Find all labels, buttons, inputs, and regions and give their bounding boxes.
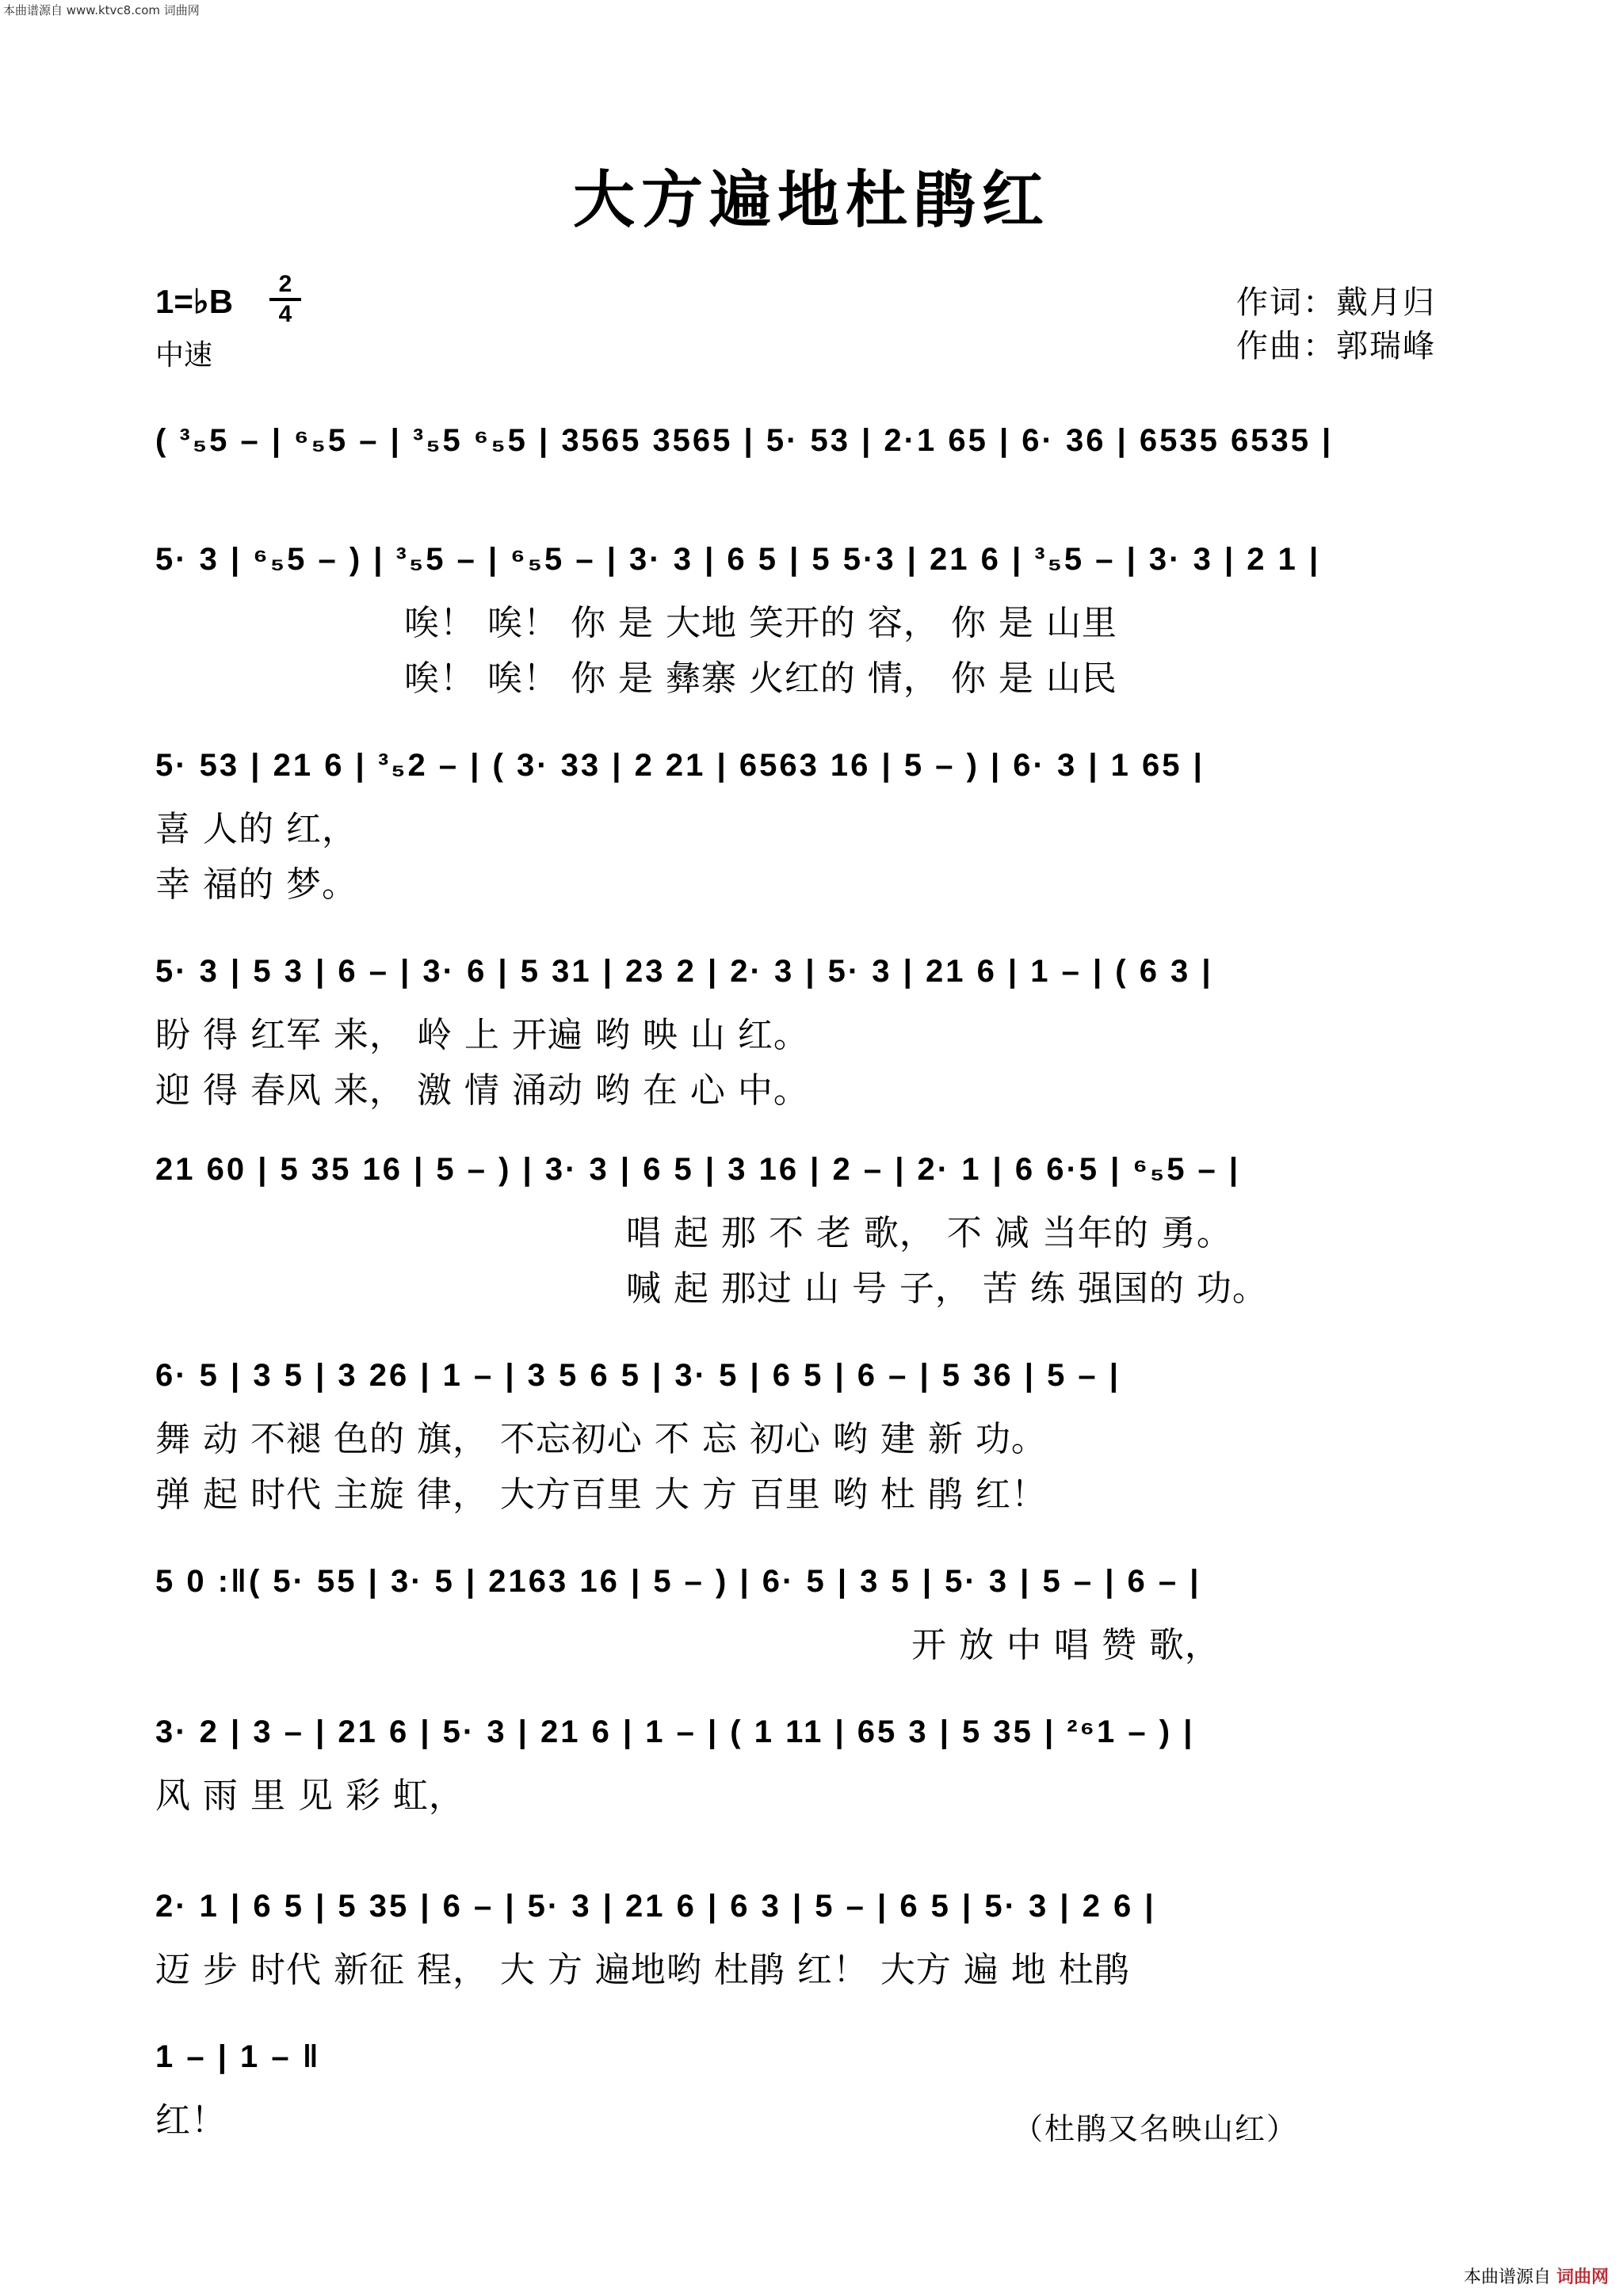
site-logo	[1464, 2264, 1609, 2288]
notation-system-8	[0, 1703, 1623, 1816]
notation-line: 5· 3 | 5 3 | 6 – | 3· 6 | 5 31 | 23 2 | 2· 3 | 5· 3 | 21 6 | 1 – | ( 6 3 |	[155, 954, 1213, 989]
lyric-verse-1: 舞 动 不褪 色的 旗， 不忘初心 不 忘 初心 哟 建 新 功。	[155, 1419, 1047, 1459]
lyric-verse-1: 迈 步 时代 新征 程， 大 方 遍地哟 杜鹃 红！ 大方 遍 地 杜鹃	[155, 1950, 1130, 1990]
lyric-verse-1: 盼 得 红军 来， 岭 上 开遍 哟 映 山 红。	[155, 1015, 809, 1055]
key-signature: 1=♭B	[155, 283, 234, 320]
notation-line: 5 0 :‖( 5· 55 | 3· 5 | 2163 16 | 5 – ) | 6· 5 | 3 5 | 5· 3 | 5 – | 6 – |	[155, 1564, 1201, 1599]
lyric-verse-2: 弹 起 时代 主旋 律， 大方百里 大 方 百里 哟 杜 鹃 红！	[155, 1474, 1047, 1515]
meter-numerator: 2	[278, 271, 292, 297]
notation-system-6	[0, 1347, 1623, 1515]
notation-line: 6· 5 | 3 5 | 3 26 | 1 – | 3 5 6 5 | 3· 5 | 6 5 | 6 – | 5 36 | 5 – |	[155, 1358, 1121, 1393]
notation-system-9	[0, 1878, 1623, 1990]
time-signature	[269, 273, 301, 326]
lyricist-credit: 作词：戴月归	[1236, 284, 1436, 321]
notation-system-4	[0, 943, 1623, 1111]
lyric-verse-1: 风 雨 里 见 彩 虹，	[155, 1775, 464, 1816]
tempo-marking: 中速	[155, 339, 213, 372]
notation-line: 1 – | 1 – ‖	[155, 2039, 321, 2074]
notation-line: ( ³₅5 – | ⁶₅5 – | ³₅5 ⁶₅5 | 3565 3565 | 5· 53 | 2·1 65 | 6· 36 | 6535 6535 |	[155, 423, 1334, 458]
footnote: （杜鹃又名映山红）	[1012, 2111, 1298, 2146]
lyric-verse-2: 幸 福的 梦。	[155, 864, 357, 905]
notation-line: 5· 53 | 21 6 | ³₅2 – | ( 3· 33 | 2 21 | 6563 16 | 5 – ) | 6· 3 | 1 65 |	[155, 748, 1205, 783]
lyric-verse-1: 喜 人的 红，	[155, 809, 357, 849]
composer-credit: 作曲：郭瑞峰	[1236, 328, 1436, 364]
notation-system-7	[0, 1553, 1623, 1665]
notation-system-2	[0, 531, 1623, 699]
lyric-verse-1: 唉！ 唉！ 你 是 大地 笑开的 容， 你 是 山里	[404, 603, 1117, 643]
notation-line: 3· 2 | 3 – | 21 6 | 5· 3 | 21 6 | 1 – | ( 1 11 | 65 3 | 5 35 | ²⁶1 – ) |	[155, 1714, 1195, 1749]
lyric-verse-2: 唉！ 唉！ 你 是 彝寨 火红的 情， 你 是 山民	[404, 658, 1117, 699]
notation-line: 2· 1 | 6 5 | 5 35 | 6 – | 5· 3 | 21 6 | 6 3 | 5 – | 6 5 | 5· 3 | 2 6 |	[155, 1889, 1156, 1924]
logo-right-text: 词曲网	[1556, 2267, 1609, 2287]
watermark-top: 本曲谱源自 www.ktvc8.com 词曲网	[3, 3, 200, 17]
notation-system-5	[0, 1141, 1623, 1309]
notation-system-3	[0, 737, 1623, 905]
lyric-verse-1: 唱 起 那 不 老 歌， 不 减 当年的 勇。	[626, 1213, 1232, 1253]
logo-left-text: 本曲谱源自	[1463, 2267, 1551, 2287]
lyric-verse-1: 红！	[155, 2100, 227, 2141]
notation-line: 21 60 | 5 35 16 | 5 – ) | 3· 3 | 6 5 | 3 16 | 2 – | 2· 1 | 6 6·5 | ⁶₅5 – |	[155, 1152, 1241, 1187]
meter-denominator: 4	[278, 301, 292, 327]
notation-system-1	[0, 412, 1623, 467]
lyric-verse-2: 喊 起 那过 山 号 子， 苦 练 强国的 功。	[626, 1268, 1268, 1309]
song-title: 大方遍地杜鹃红	[572, 164, 1050, 236]
lyric-verse-1: 开 放 中 唱 赞 歌，	[911, 1625, 1220, 1665]
notation-line: 5· 3 | ⁶₅5 – ) | ³₅5 – | ⁶₅5 – | 3· 3 | 6 5 | 5 5·3 | 21 6 | ³₅5 – | 3· 3 | 2 1 |	[155, 542, 1321, 577]
lyric-verse-2: 迎 得 春风 来， 激 情 涌动 哟 在 心 中。	[155, 1070, 809, 1111]
